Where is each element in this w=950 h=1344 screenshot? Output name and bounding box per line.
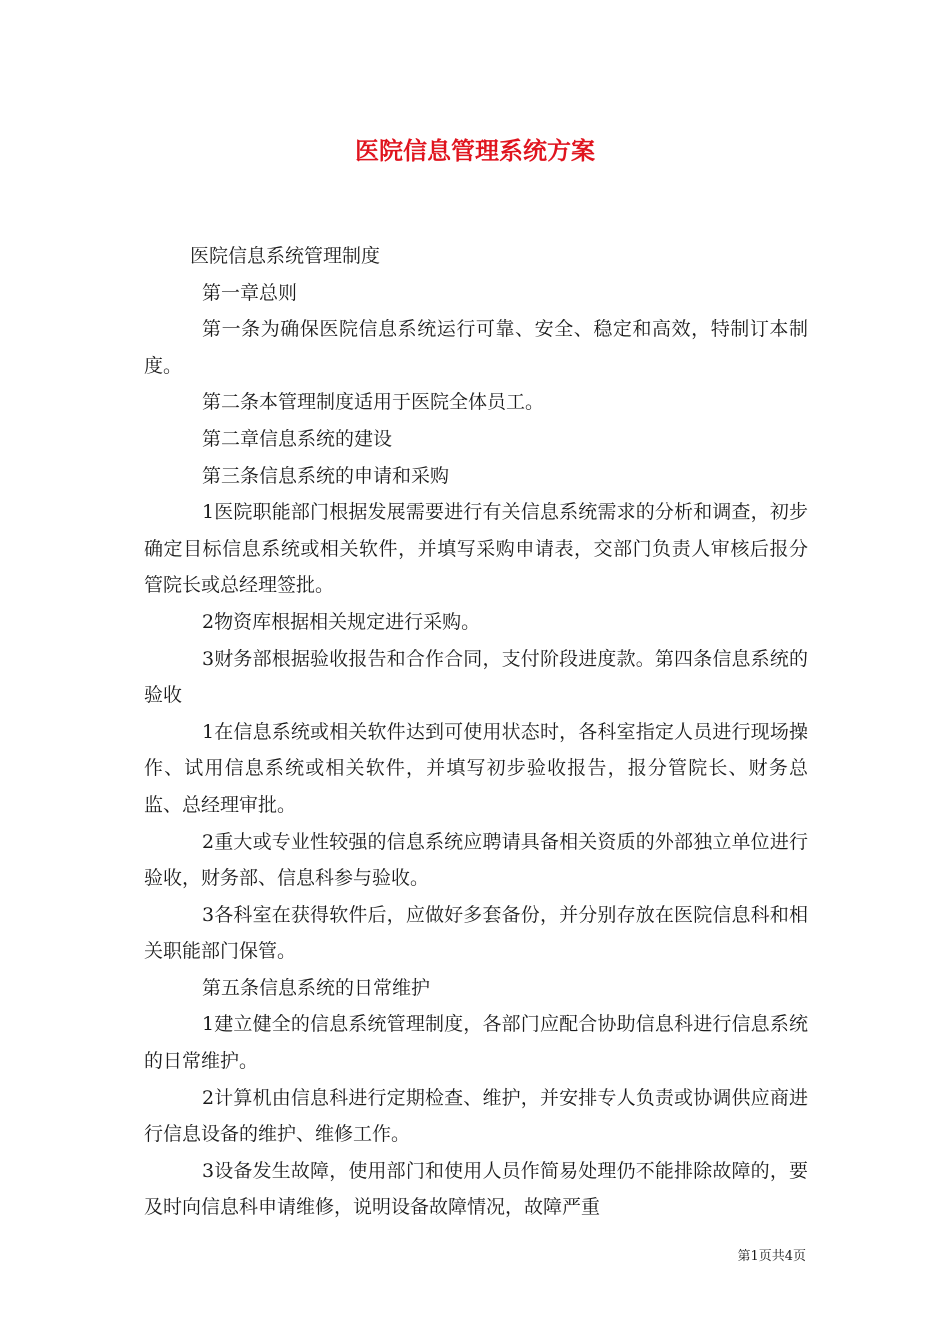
paragraph: 2计算机由信息科进行定期检查、维护，并安排专人负责或协调供应商进行信息设备的维护、维修工作。 — [144, 1086, 808, 1146]
paragraph: 1医院职能部门根据发展需要进行有关信息系统需求的分析和调查，初步确定目标信息系统或相关软件，并填写采购申请表，交部门负责人审核后报分管院长或总经理签批。 — [144, 501, 808, 597]
paragraph: 第二条本管理制度适用于医院全体员工。 — [202, 391, 545, 414]
chapter-heading: 第二章信息系统的建设 — [202, 427, 393, 450]
paragraph: 3设备发生故障，使用部门和使用人员作简易处理仍不能排除故障的，要及时向信息科申请维修，说明设备故障情况，故障严重 — [144, 1159, 808, 1219]
paragraph: 3各科室在获得软件后，应做好多套备份，并分别存放在医院信息科和相关职能部门保管。 — [144, 903, 808, 963]
paragraph: 1在信息系统或相关软件达到可使用状态时，各科室指定人员进行现场操作、试用信息系统或相关软件，并填写初步验收报告，报分管院长、财务总监、总经理审批。 — [144, 720, 808, 816]
article-heading: 第五条信息系统的日常维护 — [202, 976, 431, 999]
page-number: 第1页共4页 — [737, 1249, 806, 1264]
document-title: 医院信息管理系统方案 — [355, 136, 595, 165]
chapter-heading: 第一章总则 — [202, 281, 298, 304]
paragraph: 2重大或专业性较强的信息系统应聘请具备相关资质的外部独立单位进行验收，财务部、信息科参与验收。 — [144, 830, 808, 890]
paragraph: 3财务部根据验收报告和合作合同，支付阶段进度款。第四条信息系统的验收 — [144, 647, 808, 707]
article-heading: 第三条信息系统的申请和采购 — [202, 464, 450, 487]
section-heading: 医院信息系统管理制度 — [190, 245, 381, 267]
document-body — [144, 238, 808, 1226]
paragraph: 2物资库根据相关规定进行采购。 — [202, 610, 481, 633]
paragraph: 1建立健全的信息系统管理制度，各部门应配合协助信息科进行信息系统的日常维护。 — [144, 1013, 808, 1073]
paragraph: 第一条为确保医院信息系统运行可靠、安全、稳定和高效，特制订本制度。 — [144, 318, 808, 377]
